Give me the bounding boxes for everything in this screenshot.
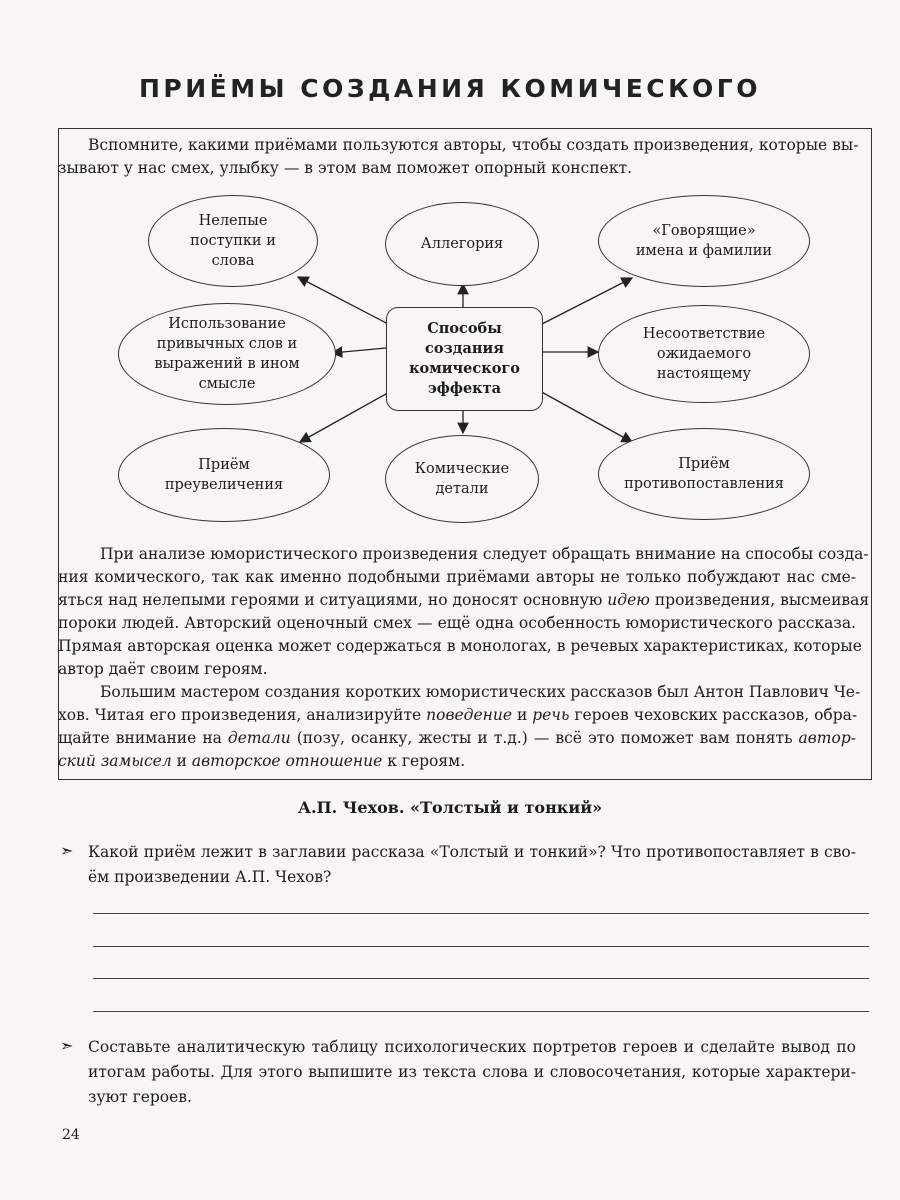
para2-line-2: хов. Читая его произведения, анализируйте поведение и речь героев чеховских рассказов, обра- — [58, 706, 858, 724]
task2-bullet-icon: ➣ — [60, 1036, 74, 1055]
para2-line-4: ский замысел и авторское отношение к героям. — [58, 752, 466, 770]
arrow-exaggeration — [300, 390, 393, 442]
chekhov-paragraph — [58, 681, 861, 773]
page-title: ПРИЁМЫ СОЗДАНИЯ КОМИЧЕСКОГО — [139, 74, 761, 103]
node-details: Комические детали — [385, 435, 539, 523]
task1-bullet-icon: ➣ — [60, 841, 74, 860]
task2-line-3: зуют героев. — [88, 1088, 192, 1106]
para1-line-4: пороки людей. Авторский оценочный смех — ещё одна особенность юмористического рассказа. — [58, 614, 856, 632]
page-number: 24 — [62, 1127, 80, 1143]
node-absurd: Нелепые поступки и слова — [148, 195, 318, 287]
arrow-usual-words — [332, 348, 386, 353]
para2-line-1: Большим мастером создания коротких юмористических рассказов был Антон Павлович Че- — [100, 683, 861, 701]
answer-line-1[interactable] — [93, 913, 869, 914]
node-contrast: Приём противопоставления — [598, 428, 810, 520]
section-title: А.П. Чехов. «Толстый и тонкий» — [297, 798, 603, 817]
concept-diagram — [58, 190, 872, 530]
para1-line-2: ния комического, так как именно подобными приёмами авторы не только побуждают нас сме- — [58, 568, 856, 586]
para1-line-1: При анализе юмористического произведения следует обращать внимание на способы созда- — [100, 545, 869, 563]
arrow-contrast — [538, 390, 632, 442]
node-names: «Говорящие» имена и фамилии — [598, 195, 810, 287]
intro-paragraph — [58, 134, 859, 180]
task1-line-1: Какой приём лежит в заглавии рассказа «Толстый и тонкий»? Что противопоставляет в сво- — [88, 843, 856, 861]
task2-line-1: Составьте аналитическую таблицу психологических портретов героев и сделайте вывод по — [88, 1038, 856, 1056]
task1-question — [88, 840, 856, 890]
task1-line-2: ём произведении А.П. Чехов? — [88, 868, 332, 886]
answer-line-4[interactable] — [93, 1011, 869, 1012]
answer-line-2[interactable] — [93, 946, 869, 947]
para1-line-5: Прямая авторская оценка может содержаться в монологах, в речевых характеристиках, которые — [58, 637, 862, 655]
node-usual-words: Использование привычных слов и выражений в ином смысле — [118, 303, 336, 405]
node-mismatch: Несоответствие ожидаемого настоящему — [598, 305, 810, 403]
node-center: Способы создания комического эффекта — [386, 307, 543, 411]
intro-line-2: зывают у нас смех, улыбку — в этом вам поможет опорный конспект. — [58, 159, 633, 177]
intro-line-1: Вспомните, какими приёмами пользуются авторы, чтобы создать произведения, которые вы- — [88, 136, 859, 154]
task2-question — [88, 1035, 856, 1110]
para2-line-3: щайте внимание на детали (позу, осанку, жесты и т.д.) — всё это поможет вам понять автор- — [58, 729, 856, 747]
answer-line-3[interactable] — [93, 978, 869, 979]
node-exaggeration: Приём преувеличения — [118, 428, 330, 522]
node-allegory: Аллегория — [385, 202, 539, 286]
task2-line-2: итогам работы. Для этого выпишите из текста слова и словосочетания, которые характери- — [88, 1063, 856, 1081]
para1-line-3: яться над нелепыми героями и ситуациями, но доносят основную идею произведения, высмеивая — [58, 591, 870, 609]
analysis-paragraph — [58, 543, 870, 681]
arrow-names — [540, 278, 632, 325]
para1-line-6: автор даёт своим героям. — [58, 660, 268, 678]
